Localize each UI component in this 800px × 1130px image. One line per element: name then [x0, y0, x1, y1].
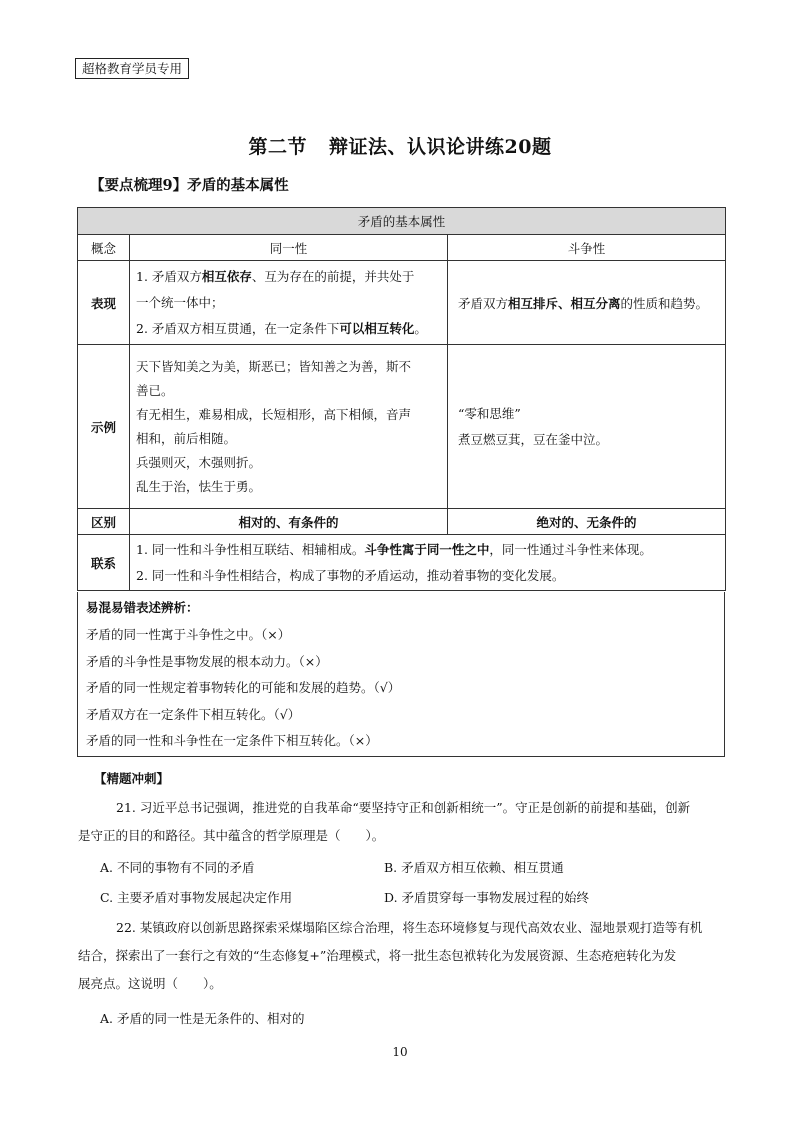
section-topic: 辩证法、认识论讲练20题: [329, 136, 552, 158]
q22-line2: 结合，探索出了一套行之有效的“生态修复+”治理模式，将一批生态包袱转化为发展资源、生态疮疤转化为发: [78, 948, 677, 963]
confusion-box: [77, 592, 725, 757]
biaoxian-struggle-cell: 矛盾双方相互排斥、相互分离的性质和趋势。: [448, 261, 726, 345]
q21-option-c: C. 主要矛盾对事物发展起决定作用: [100, 890, 293, 905]
q21-option-d: D. 矛盾贯穿每一事物发展过程的始终: [384, 890, 590, 905]
watermark-stamp: 超格教育学员专用: [75, 58, 189, 79]
q21-option-a: A. 不同的事物有不同的矛盾: [100, 860, 255, 875]
keypoint-heading: 【要点梳理9】矛盾的基本属性: [90, 177, 289, 194]
header-identity: 同一性: [130, 235, 448, 261]
row-label-biaoxian: 表现: [78, 261, 130, 345]
confusion-item: 矛盾的同一性寓于斗争性之中。（×）: [86, 627, 291, 642]
row-label-shili: 示例: [78, 345, 130, 509]
qubie-identity-cell: 相对的、有条件的: [130, 509, 448, 535]
row-label-qubie: 区别: [78, 509, 130, 535]
section-title: [0, 132, 800, 159]
confusion-heading: 易混易错表述辨析：: [86, 600, 199, 615]
q22-line3: 展亮点。这说明（ ）。: [78, 976, 222, 991]
confusion-item: 矛盾双方在一定条件下相互转化。（√）: [86, 707, 301, 722]
q21-line1: 21. 习近平总书记强调，推进党的自我革命“要坚持守正和创新相统一”。守正是创新的前提和基础，创新: [116, 800, 691, 815]
section-number: 第二节: [248, 136, 308, 158]
q21-option-b: B. 矛盾双方相互依赖、相互贯通: [384, 860, 564, 875]
biaoxian-identity-cell: 1. 矛盾双方相互依存、互为存在的前提，并共处于 一个统一体中； 2. 矛盾双方相互贯通，在一定条件下可以相互转化。: [130, 261, 448, 345]
shili-identity-cell: 天下皆知美之为美，斯恶已；皆知善之为善，斯不 善已。 有无相生，难易相成，长短相形，高下相倾，音声 相和，前后相随。 兵强则灭，木强则折。 乱生于治，怯生于勇。: [130, 345, 448, 509]
sprint-heading: 【精题冲刺】: [94, 771, 170, 786]
table-caption: 矛盾的基本属性: [78, 208, 726, 235]
qubie-struggle-cell: 绝对的、无条件的: [448, 509, 726, 535]
q21-line2: 是守正的目的和路径。其中蕴含的哲学原理是（ ）。: [78, 828, 385, 843]
confusion-item: 矛盾的斗争性是事物发展的根本动力。（×）: [86, 654, 328, 669]
lianxi-cell: 1. 同一性和斗争性相互联结、相辅相成。斗争性寓于同一性之中，同一性通过斗争性来体现。 2. 同一性和斗争性相结合，构成了事物的矛盾运动，推动着事物的变化发展。: [130, 535, 726, 591]
q22-option-a: A. 矛盾的同一性是无条件的、相对的: [100, 1011, 305, 1026]
header-concept: 概念: [78, 235, 130, 261]
header-struggle: 斗争性: [448, 235, 726, 261]
attributes-table: [77, 207, 726, 591]
confusion-item: 矛盾的同一性规定着事物转化的可能和发展的趋势。（√）: [86, 680, 401, 695]
page-number: 10: [392, 1045, 408, 1059]
q22-line1: 22. 某镇政府以创新思路探索采煤塌陷区综合治理，将生态环境修复与现代高效农业、湿地景观打造等有机: [116, 920, 703, 935]
row-label-lianxi: 联系: [78, 535, 130, 591]
confusion-item: 矛盾的同一性和斗争性在一定条件下相互转化。（×）: [86, 733, 378, 748]
shili-struggle-cell: “零和思维” 煮豆燃豆萁，豆在釜中泣。: [448, 345, 726, 509]
